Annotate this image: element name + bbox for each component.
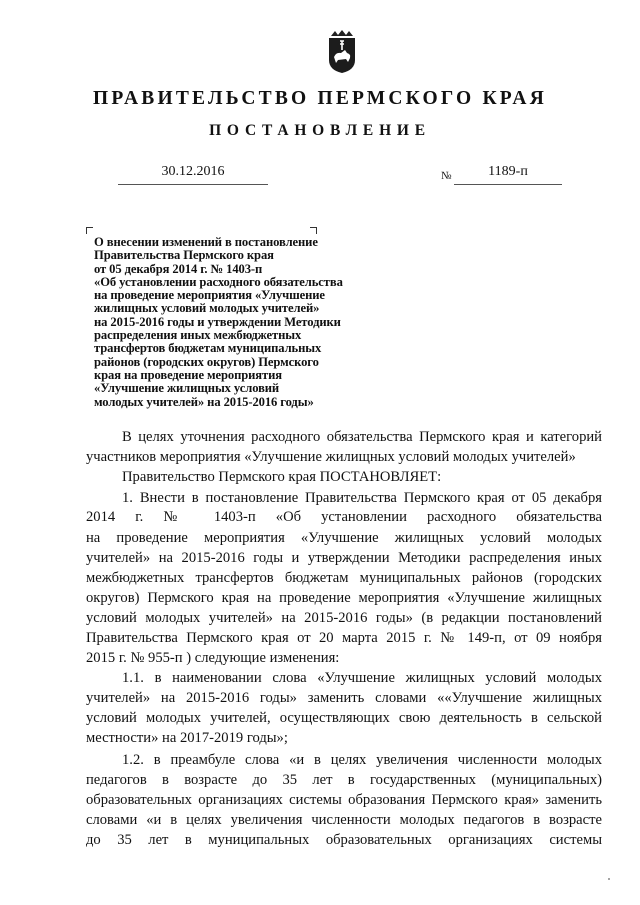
heading-line: жилищных условий молодых учителей» — [94, 301, 320, 316]
heading-line: молодых учителей» на 2015-2016 годы» — [94, 394, 314, 409]
scan-speck — [608, 878, 610, 880]
body-line: на проведение мероприятия «Улучшение жилищных условий молодых — [86, 530, 602, 546]
body-line: 1.2. в преамбуле слова «и в целях увеличения численности молодых — [122, 752, 602, 768]
heading-line: Правительства Пермского края — [94, 248, 274, 263]
heading-corner-mark-right — [310, 227, 317, 234]
body-line: 2015 г. № 955-п ) следующие изменения: — [86, 650, 340, 666]
body-line: образовательных организациях системы образования Пермского края» заменить — [86, 792, 602, 808]
document-number: 1189-п — [454, 164, 562, 185]
body-line: округов) Пермского края на проведение мероприятия «Улучшение жилищных — [86, 590, 602, 606]
body-line: условий молодых учителей» на 2015-2016 годы» (в редакции постановлений — [86, 610, 602, 626]
heading-line: на 2015-2016 годы и утверждении Методики — [94, 314, 341, 329]
body-line: 1. Внести в постановление Правительства Пермского края от 05 декабря — [122, 490, 602, 506]
number-sign: № — [441, 170, 452, 182]
body-line: местности» на 2017-2019 годы»; — [86, 730, 288, 746]
heading-line: на проведение мероприятия «Улучшение — [94, 288, 325, 303]
body-line: В целях уточнения расходного обязательства Пермского края и категорий — [122, 429, 602, 445]
body-line: до 35 лет в муниципальных образовательных организациях системы — [86, 832, 602, 848]
body-line: учителей» на 2015-2016 годы и утверждении Методики распределения иных — [86, 550, 602, 566]
body-line: педагогов в возрасте до 35 лет в государственных (муниципальных) — [86, 772, 602, 788]
coat-of-arms-icon — [327, 30, 357, 74]
body-line: Правительства Пермского края от 20 марта 2015 г. № 149-п, от 09 ноября — [86, 630, 602, 646]
heading-corner-mark-left — [86, 227, 93, 234]
government-title: ПРАВИТЕЛЬСТВО ПЕРМСКОГО КРАЯ — [93, 88, 547, 109]
heading-line: от 05 декабря 2014 г. № 1403-п — [94, 261, 263, 276]
body-line: участников мероприятия «Улучшение жилищных условий молодых учителей» — [86, 449, 576, 465]
heading-line: «Об установлении расходного обязательства — [94, 274, 343, 289]
body-line: учителей» на 2015-2016 годы» заменить словами ««Улучшение жилищных — [86, 690, 602, 706]
body-line: словами «и в целях увеличения численности молодых педагогов в возрасте — [86, 812, 602, 828]
heading-line: районов (городских округов) Пермского — [94, 354, 319, 369]
document-type-title: ПОСТАНОВЛЕНИЕ — [209, 122, 431, 139]
heading-line: трансфертов бюджетам муниципальных — [94, 341, 322, 356]
body-line: 1.1. в наименовании слова «Улучшение жилищных условий молодых — [122, 670, 602, 686]
body-line: Правительство Пермского края ПОСТАНОВЛЯЕТ: — [122, 469, 442, 485]
heading-line: края на проведение мероприятия — [94, 367, 282, 382]
heading-line: О внесении изменений в постановление — [94, 235, 318, 249]
heading-line: распределения иных межбюджетных — [94, 328, 302, 343]
document-heading — [94, 236, 424, 409]
body-line: условий молодых учителей, осуществляющих свою деятельность в сельской — [86, 710, 602, 726]
body-line: 2014 г. № 1403-п «Об установлении расходного обязательства — [86, 509, 602, 525]
heading-line: «Улучшение жилищных условий — [94, 381, 280, 396]
body-line: межбюджетных трансфертов бюджетам муниципальных районов (городских — [86, 570, 602, 586]
document-date: 30.12.2016 — [118, 164, 268, 185]
